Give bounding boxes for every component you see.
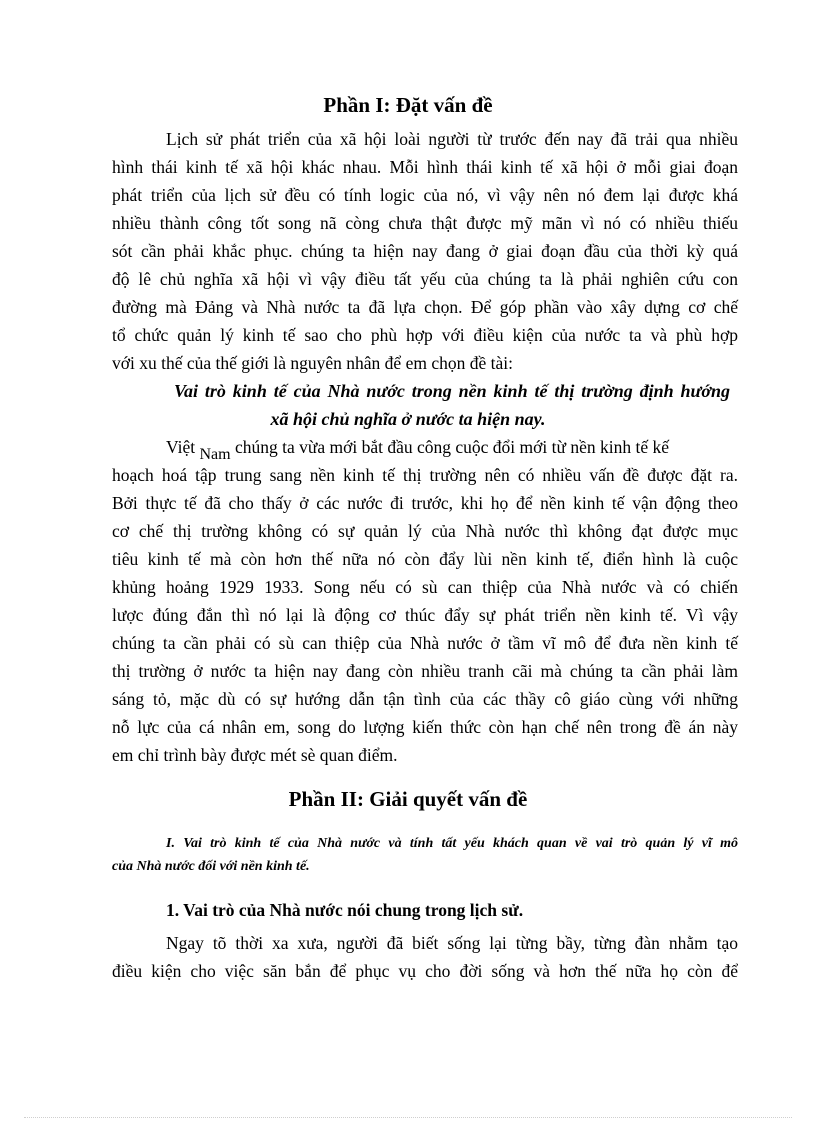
text-line: hình thái kinh tế xã hội khác nhau. Mỗi hình thái kinh tế xã hội ở mỗi giai đoạn (112, 157, 738, 177)
text-line: đường mà Đảng và Nhà nước ta đã lựa chọn. Để góp phần vào xây dựng cơ chế (112, 297, 738, 317)
text-word: chúng ta vừa mới bắt đầu công cuộc đổi mới từ nền kinh tế kế (234, 437, 669, 457)
text-line: độ lê chủ nghĩa xã hội vì vậy điều tất yếu của chúng ta là phải nghiên cứu con (112, 269, 738, 289)
text-word: Nam (199, 446, 231, 463)
text-line: cơ chế thị trường không có sự quản lý của Nhà nước thì không đạt được mục (112, 521, 738, 541)
text-line: sót cần phải khắc phục. chúng ta hiện nay đang ở giai đoạn đầu của thời kỳ quá (112, 241, 738, 261)
part2-heading: Phần II: Giải quyết vấn đề (288, 787, 528, 811)
text-line: thị trường ở nước ta hiện nay đang còn nhiều tranh cãi mà chúng ta cần phải làm (112, 661, 738, 681)
text-line: sáng tỏ, mặc dù có sự hướng dẫn tận tình của các thầy cô giáo cùng với những (112, 689, 738, 709)
topic-line: Vai trò kinh tế của Nhà nước trong nền kinh tế thị trường định hướng (174, 381, 730, 401)
topic-line: xã hội chủ nghĩa ở nước ta hiện nay. (270, 409, 546, 429)
text-line: Bởi thực tế đã cho thấy ở các nước đi trước, khi họ để nền kinh tế vận động theo (112, 493, 738, 513)
text-line: với xu thế của thế giới là nguyên nhân để em chọn đề tài: (112, 353, 513, 373)
text-line: nỗ lực của cá nhân em, song do lượng kiến thức còn hạn chế nên trong đề án này (112, 717, 738, 737)
subsection-title: 1. Vai trò của Nhà nước nói chung trong lịch sử. (166, 900, 524, 920)
text-line: lược đúng đắn thì nó lại là động cơ thúc đẩy sự phát triển nền kinh tế. Vì vậy (112, 605, 738, 625)
text-line: điều kiện cho việc săn bắn để phục vụ cho đời sống và hơn thế nữa họ còn để (112, 961, 738, 981)
text-line: Lịch sử phát triển của xã hội loài người từ trước đến nay đã trải qua nhiều (166, 129, 738, 149)
text-line: nhiều thành công tốt song nã còng chưa thật được mỹ mãn vì nó có nhiều thiếu (112, 213, 738, 233)
text-line: hoạch hoá tập trung sang nền kinh tế thị trường nên có nhiều vấn đề được đặt ra. (112, 465, 738, 485)
text-line: tổ chức quản lý kinh tế sao cho phù hợp với điều kiện của nước ta và phù hợp (112, 325, 738, 345)
text-line: em chỉ trình bày được mét sè quan điểm. (112, 745, 398, 765)
text-line: tiêu kinh tế mà còn hơn thế nữa nó còn đẩy lùi nền kinh tế, điển hình là cuộc (112, 549, 738, 569)
text-word: Việt (166, 437, 196, 457)
text-line (166, 435, 738, 461)
section-title-line: của Nhà nước đối với nền kinh tế. (112, 859, 310, 874)
text-line: chúng ta cần phải có sù can thiệp của Nhà nước ở tầm vĩ mô để đưa nền kinh tế (112, 633, 738, 653)
section-title-line: I. Vai trò kinh tế của Nhà nước và tính tất yếu khách quan về vai trò quản lý vĩ mô (166, 836, 738, 851)
text-line: phát triển của lịch sử đều có tính logic của nó, vì vậy nên nó đem lại được khá (112, 185, 738, 205)
text-line: Ngay tõ thời xa xưa, người đã biết sống lại từng bầy, từng đàn nhằm tạo (166, 933, 738, 953)
page-border (24, 1117, 792, 1118)
text-line: khủng hoảng 1929 1933. Song nếu có sù can thiệp của Nhà nước và có chiến (112, 577, 738, 597)
part1-heading: Phần I: Đặt vấn đề (323, 93, 493, 117)
